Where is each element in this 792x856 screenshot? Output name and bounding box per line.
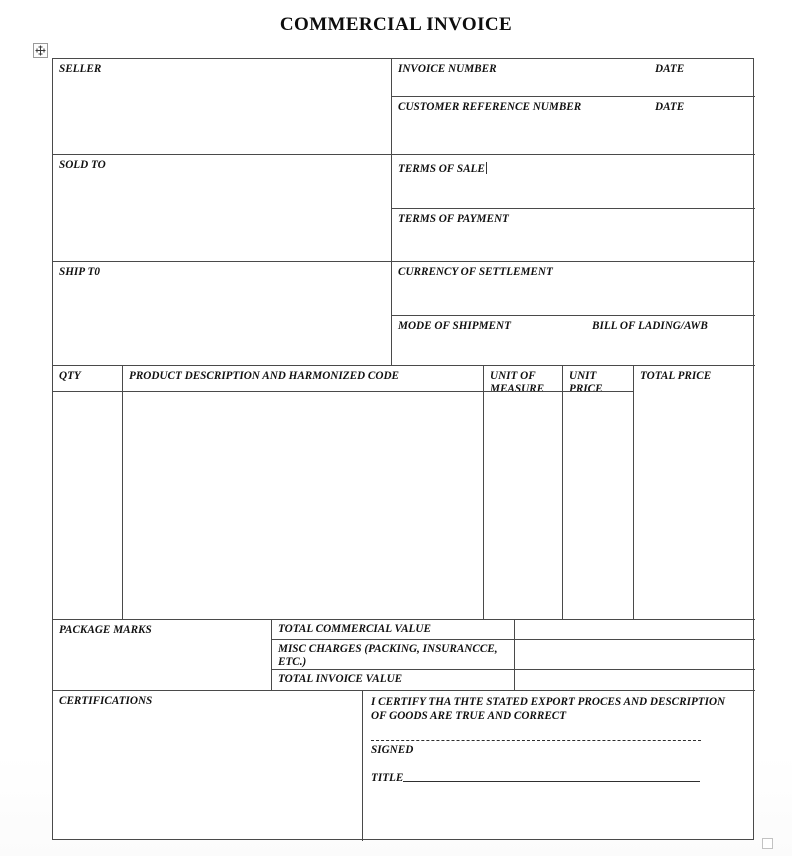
invoice-date-label: DATE (655, 63, 685, 75)
title-line-row (371, 772, 755, 784)
header-total-price (634, 366, 755, 620)
misc-charges-field[interactable] (515, 640, 755, 670)
terms-of-sale-label: TERMS OF SALE (398, 163, 485, 175)
header-qty (53, 366, 123, 620)
customer-reference-date-label: DATE (655, 101, 685, 113)
invoice-number-label: INVOICE NUMBER (398, 63, 497, 75)
misc-charges-label: MISC CHARGES (PACKING, INSURANCCE, ETC.) (278, 643, 498, 668)
sold-to-label: SOLD TO (59, 159, 106, 171)
total-invoice-value-label-cell (272, 670, 515, 691)
signed-label: SIGNED (371, 744, 414, 756)
certifications-label: CERTIFICATIONS (59, 695, 153, 707)
terms-of-sale-cell[interactable] (392, 155, 755, 209)
text-cursor (486, 162, 487, 174)
customer-reference-number-label: CUSTOMER REFERENCE NUMBER (398, 101, 582, 113)
seller-cell[interactable] (53, 59, 392, 155)
terms-of-payment-label: TERMS OF PAYMENT (398, 213, 509, 225)
currency-of-settlement-label: CURRENCY OF SETTLEMENT (398, 266, 553, 278)
header-product-description (123, 366, 484, 620)
mode-of-shipment-cell[interactable] (392, 316, 755, 366)
invoice-number-cell[interactable] (392, 59, 755, 97)
misc-charges-label-cell (272, 640, 515, 670)
header-unit-of-measure-label: UNIT OF MEASURE (490, 370, 545, 395)
header-unit-of-measure (484, 366, 563, 620)
certifications-cell[interactable] (53, 691, 363, 841)
header-total-price-label: TOTAL PRICE (640, 370, 712, 382)
total-invoice-value-field[interactable] (515, 670, 755, 691)
header-product-description-label: PRODUCT DESCRIPTION AND HARMONIZED CODE (129, 370, 399, 382)
package-marks-label: PACKAGE MARKS (59, 624, 152, 636)
customer-reference-cell[interactable] (392, 97, 755, 155)
certification-statement: I CERTIFY THA THTE STATED EXPORT PROCES AND DESCRIPTION OF GOODS ARE TRUE AND CORRECT (371, 696, 726, 722)
ship-to-label: SHIP T0 (59, 266, 100, 278)
total-commercial-value-field[interactable] (515, 620, 755, 640)
total-commercial-value-label-cell (272, 620, 515, 640)
bill-of-lading-label: BILL OF LADING/AWB (592, 320, 708, 332)
move-table-handle-icon[interactable] (33, 43, 48, 58)
header-qty-label: QTY (59, 370, 81, 382)
resize-table-handle-icon[interactable] (762, 838, 773, 849)
mode-of-shipment-label: MODE OF SHIPMENT (398, 320, 511, 332)
certification-statement-cell[interactable] (363, 691, 755, 841)
title-label: TITLE (371, 772, 404, 784)
terms-of-payment-cell[interactable] (392, 209, 755, 262)
total-commercial-value-label: TOTAL COMMERCIAL VALUE (278, 623, 431, 635)
page-title: COMMERCIAL INVOICE (279, 14, 513, 35)
seller-label: SELLER (59, 63, 102, 75)
commercial-invoice-form (52, 58, 754, 840)
total-invoice-value-label: TOTAL INVOICE VALUE (278, 673, 403, 685)
signature-line (371, 740, 701, 741)
header-unit-price (563, 366, 634, 620)
package-marks-cell[interactable] (53, 620, 272, 691)
sold-to-cell[interactable] (53, 155, 392, 262)
title-input-line[interactable] (403, 781, 700, 782)
ship-to-cell[interactable] (53, 262, 392, 366)
currency-of-settlement-cell[interactable] (392, 262, 755, 316)
line-items-header-rule (53, 391, 634, 392)
header-unit-price-label: UNIT PRICE (569, 370, 603, 395)
